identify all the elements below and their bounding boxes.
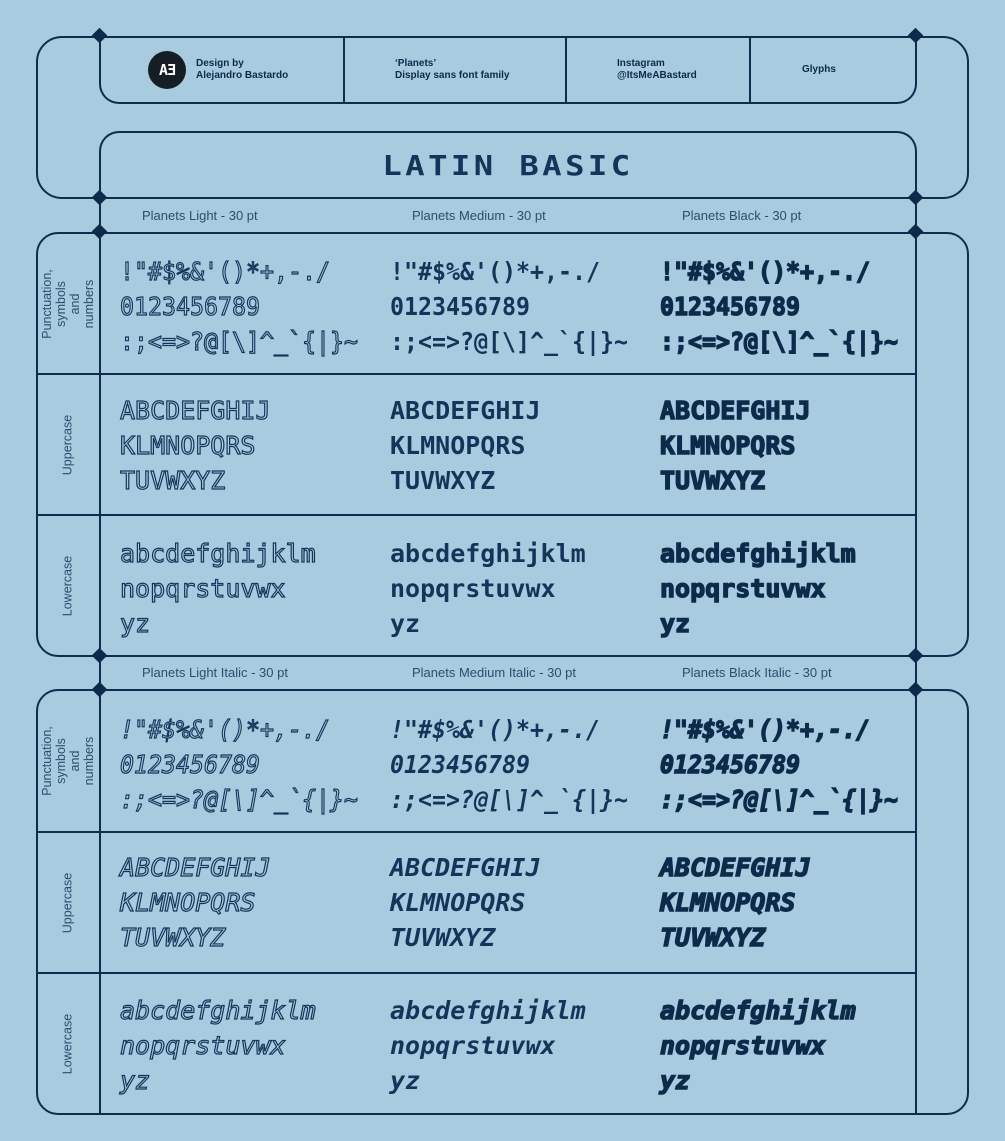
designer-credit (148, 37, 338, 103)
glyph-line: yz (390, 1066, 421, 1095)
glyph-line: 0123456789 (390, 750, 530, 779)
glyph-cell-lowercase-black (660, 536, 856, 641)
glyph-line: nopqrstuvwx (390, 1031, 556, 1060)
glyph-cell-punctuation-light-italic (120, 712, 376, 817)
glyph-line: yz (660, 609, 691, 638)
glyph-line: !"#$%&'()*+,-./ (120, 257, 330, 286)
instagram-credit (617, 37, 745, 103)
glyph-line: :;<=>?@[\]^_`{|}~ (660, 327, 898, 356)
row-label-uppercase: Uppercase (60, 872, 75, 933)
style-label-black-italic: Planets Black Italic - 30 pt (682, 665, 832, 680)
glyph-cell-lowercase-medium-italic (390, 993, 586, 1098)
glyph-line: KLMNOPQRS (660, 431, 796, 460)
glyph-line: :;<=>?@[\]^_`{|}~ (660, 785, 898, 814)
glyph-line: abcdefghijklm (120, 539, 316, 568)
column-rule (99, 199, 101, 658)
glyph-line: !"#$%&'()*+,-./ (390, 257, 600, 286)
glyph-line: 0123456789 (390, 292, 530, 321)
glyph-line: :;<=>?@[\]^_`{|}~ (120, 327, 358, 356)
glyph-line: KLMNOPQRS (390, 431, 526, 460)
glyph-line: abcdefghijklm (120, 996, 316, 1025)
glyph-line: ABCDEFGHIJ (390, 396, 541, 425)
row-divider (36, 373, 917, 375)
glyph-line: yz (390, 609, 421, 638)
glyph-line: TUVWXYZ (120, 466, 226, 495)
glyph-line: 0123456789 (660, 292, 800, 321)
row-divider (36, 831, 917, 833)
section-label (802, 37, 912, 103)
glyph-line: TUVWXYZ (120, 923, 226, 952)
style-label-black: Planets Black - 30 pt (682, 208, 802, 223)
font-info (395, 37, 560, 103)
glyph-line: !"#$%&'()*+,-./ (120, 715, 330, 744)
glyph-cell-uppercase-black (660, 393, 811, 498)
glyph-cell-punctuation-black (660, 254, 916, 359)
glyph-cell-uppercase-light-italic (120, 850, 271, 955)
instagram-text: Instagram @ItsMeABastard (617, 58, 697, 81)
glyph-cell-punctuation-medium-italic (390, 712, 646, 817)
row-label-punctuation: Punctuation, symbols and numbers (39, 726, 96, 796)
glyph-cell-uppercase-light (120, 393, 271, 498)
glyph-line: abcdefghijklm (390, 539, 586, 568)
glyph-line: 0123456789 (120, 750, 260, 779)
font-info-text: ‘Planets’ Display sans font family (395, 58, 510, 81)
glyph-line: abcdefghijklm (660, 996, 856, 1025)
glyph-cell-punctuation-light (120, 254, 376, 359)
column-rule (99, 656, 101, 1115)
glyph-line: yz (660, 1066, 691, 1095)
glyph-line: :;<=>?@[\]^_`{|}~ (390, 327, 628, 356)
glyph-line: ABCDEFGHIJ (660, 853, 811, 882)
glyph-line: nopqrstuvwx (390, 574, 556, 603)
glyph-line: abcdefghijklm (390, 996, 586, 1025)
row-label-punctuation: Punctuation, symbols and numbers (39, 268, 96, 339)
row-divider (36, 514, 917, 516)
glyph-line: nopqrstuvwx (660, 574, 826, 603)
row-label-lowercase: Lowercase (60, 1013, 75, 1075)
glyph-line: !"#$%&'()*+,-./ (660, 715, 870, 744)
glyph-line: ABCDEFGHIJ (660, 396, 811, 425)
glyph-line: nopqrstuvwx (660, 1031, 826, 1060)
glyph-line: 0123456789 (120, 292, 260, 321)
glyph-line: !"#$%&'()*+,-./ (390, 715, 600, 744)
glyph-cell-lowercase-light-italic (120, 993, 316, 1098)
glyph-cell-lowercase-light (120, 536, 316, 641)
glyph-cell-punctuation-black-italic (660, 712, 916, 817)
designer-logo: AƎ (148, 51, 186, 89)
glyph-line: TUVWXYZ (390, 923, 496, 952)
row-label-lowercase: Lowercase (60, 555, 75, 616)
glyph-cell-punctuation-medium (390, 254, 646, 359)
glyph-line: abcdefghijklm (660, 539, 856, 568)
glyph-line: :;<=>?@[\]^_`{|}~ (120, 785, 358, 814)
glyph-cell-uppercase-medium (390, 393, 541, 498)
style-label-light-italic: Planets Light Italic - 30 pt (142, 665, 288, 680)
row-label-uppercase: Uppercase (60, 414, 75, 475)
glyph-line: KLMNOPQRS (390, 888, 526, 917)
glyph-line: yz (120, 609, 151, 638)
glyph-cell-uppercase-medium-italic (390, 850, 541, 955)
section-label-text: Glyphs (802, 64, 836, 75)
designer-text: Design by Alejandro Bastardo (196, 58, 289, 81)
glyph-line: KLMNOPQRS (660, 888, 796, 917)
glyph-line: nopqrstuvwx (120, 574, 286, 603)
glyph-line: TUVWXYZ (660, 923, 766, 952)
glyph-line: 0123456789 (660, 750, 800, 779)
glyph-line: TUVWXYZ (660, 466, 766, 495)
glyph-line: ABCDEFGHIJ (120, 396, 271, 425)
header-divider (343, 37, 345, 103)
glyph-cell-lowercase-black-italic (660, 993, 856, 1098)
row-divider (36, 972, 917, 974)
glyph-line: nopqrstuvwx (120, 1031, 286, 1060)
header-divider (565, 37, 567, 103)
glyph-cell-lowercase-medium (390, 536, 586, 641)
glyph-line: TUVWXYZ (390, 466, 496, 495)
glyph-line: ABCDEFGHIJ (120, 853, 271, 882)
glyph-cell-uppercase-black-italic (660, 850, 811, 955)
style-label-light: Planets Light - 30 pt (142, 208, 258, 223)
style-label-medium-italic: Planets Medium Italic - 30 pt (412, 665, 577, 680)
header-divider (749, 37, 751, 103)
glyph-line: KLMNOPQRS (120, 888, 256, 917)
page-title: LATIN BASIC (382, 148, 634, 182)
glyph-line: ABCDEFGHIJ (390, 853, 541, 882)
glyph-line: !"#$%&'()*+,-./ (660, 257, 870, 286)
glyph-line: yz (120, 1066, 151, 1095)
glyph-line: :;<=>?@[\]^_`{|}~ (390, 785, 628, 814)
style-label-medium: Planets Medium - 30 pt (412, 208, 546, 223)
glyph-line: KLMNOPQRS (120, 431, 256, 460)
